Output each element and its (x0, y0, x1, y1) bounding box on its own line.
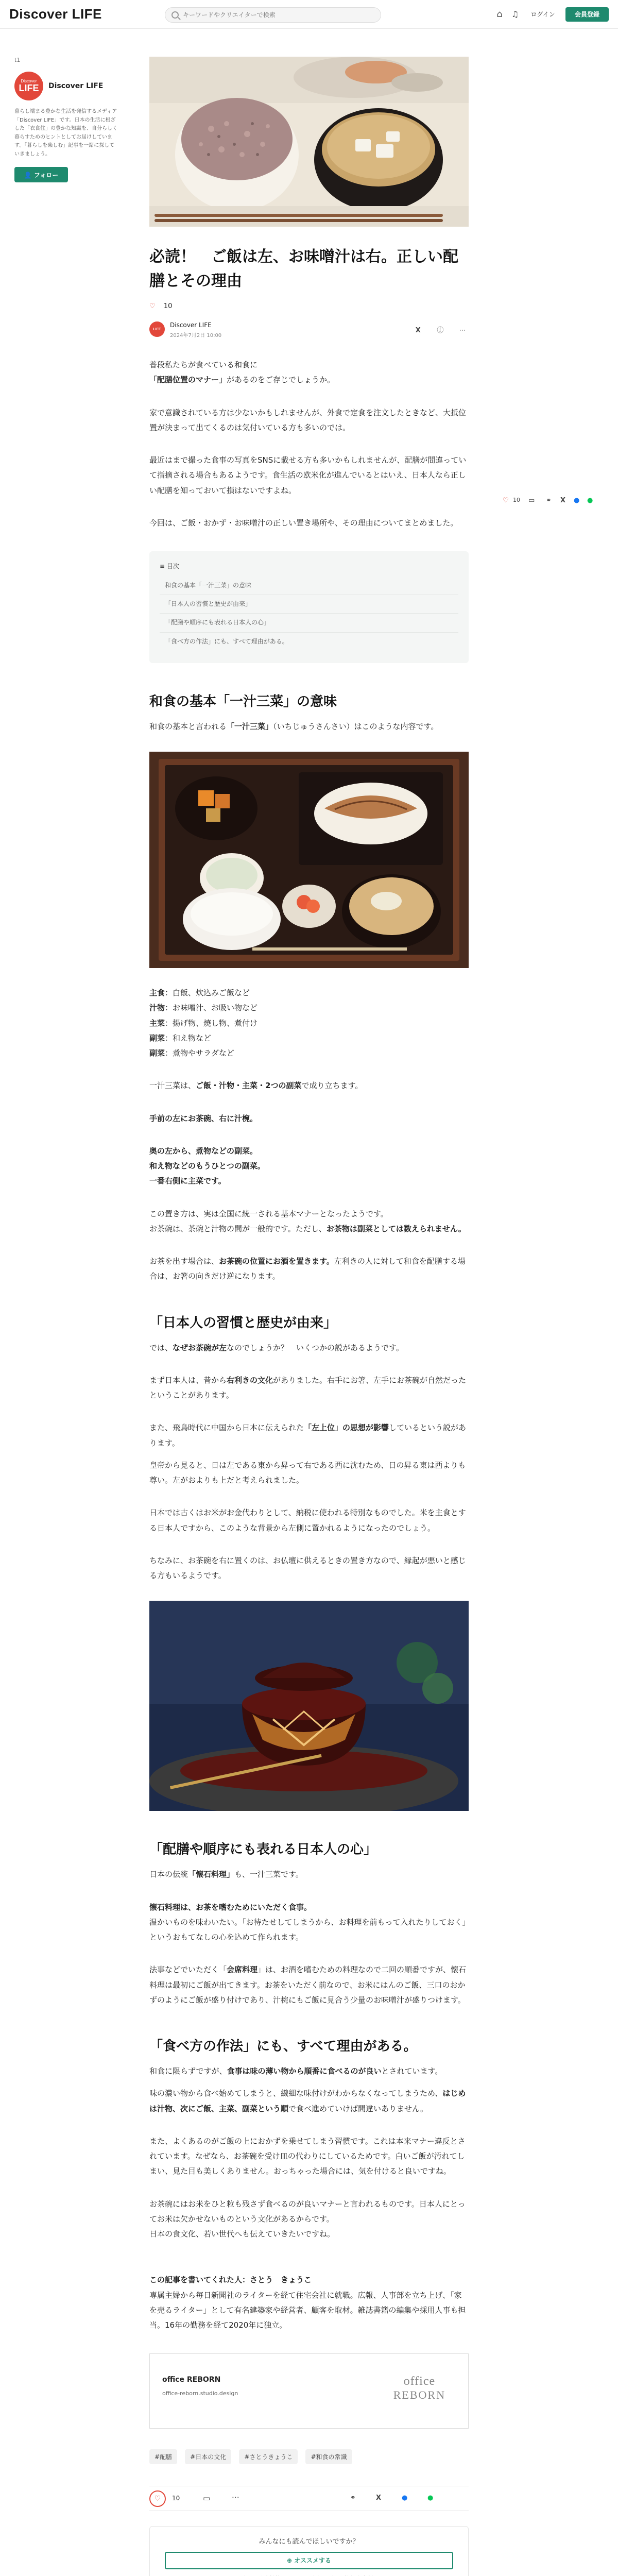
table-of-contents (149, 551, 469, 663)
paragraph: 日本の伝統「懐石料理」も、一汁三菜です。 (149, 1870, 303, 1879)
login-button[interactable]: ログイン (525, 7, 560, 22)
paragraph: では、なぜお茶碗が左なのでしょうか？ いくつかの説があるようです。 (149, 1343, 404, 1352)
toc-item[interactable]: 「配膳や順序にも表れる日本人の心」 (160, 614, 458, 632)
paragraph: 最近はまで撮った食事の写真をSNSに載せる方も多いかもしれませんが、配膳が間違っていて指摘される場合もあるようです。食生活の欧米化が進んでいるとはいえ、日本人なら正しい配膳を知っておいて損はないですよね。 (149, 455, 467, 495)
search-icon (171, 11, 179, 19)
more-icon[interactable]: ⋯ (459, 327, 466, 334)
site-header (0, 0, 618, 29)
heart-icon[interactable]: ♡ (149, 2490, 166, 2507)
bottom-like-count: 10 (172, 2495, 180, 2502)
x-share-icon[interactable]: X (415, 327, 421, 334)
paragraph: 味の濃い物から食べ始めてしまうと、繊細な味付けがわからなくなってしまうため、はじめは汁物、次にご飯、主菜、副菜という順で食べ進めていけば間違いありません。 (149, 2089, 466, 2113)
x-share-icon[interactable]: X (560, 497, 566, 504)
title-like-count: 10 (163, 302, 173, 310)
facebook-icon[interactable]: ⓕ (437, 327, 444, 334)
paragraph: 和食に限らずですが、食事は味の薄い物から順番に食べるのが良いとされています。 (149, 2066, 443, 2076)
heart-icon[interactable]: ♡ (503, 497, 509, 504)
lacquer-bowl-illustration (149, 1601, 469, 1811)
bell-icon[interactable]: ♫ (511, 9, 519, 19)
link-icon[interactable]: ⚭ (546, 497, 552, 504)
bottom-action-bar (149, 2486, 469, 2511)
sidebar-logo[interactable]: Discover LIFE (14, 72, 43, 100)
search-box[interactable] (165, 7, 381, 23)
paragraph: また、飛鳥時代に中国から日本に伝えられた「左上位」の思想が影響しているという説があります。 (149, 1423, 467, 1448)
paragraph: 今回は、ご飯・おかず・お味噌汁の正しい置き場所や、その理由についてまとめました。 (149, 518, 458, 528)
office-logo: office REBORN (393, 2375, 445, 2402)
paragraph: 一汁三菜は、ご飯・汁物・主菜・2つの副菜で成り立ちます。 (149, 1081, 363, 1091)
tag-list (149, 2449, 469, 2464)
toc-item[interactable]: 「日本人の習慣と歴史が由来」 (160, 595, 458, 614)
hero-meal-illustration (149, 57, 469, 227)
tag[interactable]: #和食の常識 (305, 2449, 352, 2464)
recommend-title: みんなにも読んでほしいですか？ (259, 2538, 359, 2546)
search-input[interactable] (183, 10, 373, 20)
tag[interactable]: #日本の文化 (185, 2449, 231, 2464)
office-name: office REBORN (162, 2376, 221, 2384)
lacquer-bowl-photo (149, 1601, 469, 1811)
publish-date: 2024年7月2日 10:00 (170, 333, 222, 338)
tag[interactable]: #配膳 (149, 2449, 177, 2464)
paragraph: 法事などでいただく「会席料理」は、お酒を嗜むための料理なので二回の順番ですが、懐石料理は最初にご飯が出てきます。お茶をいただく前なので、お米にはんのご飯、三口のおかずのようにご飯が盛り付けであり、汁椀にもご飯に見合う少量のお味噌汁が盛りつけます。 (149, 1965, 467, 2005)
facebook-icon[interactable]: ● (574, 497, 580, 504)
comment-icon[interactable]: ▭ (203, 2494, 211, 2503)
menu-list: 主食：白飯、炊込みご飯など 汁物：お味噌汁、お吸い物など 主菜：揚げ物、焼し物、煮付け 副菜：和え物など 副菜：煮物やサラダなど (149, 988, 258, 1058)
article-title: 必読！ ご飯は左、お味噌汁は右。正しい配膳とその理由 (149, 248, 458, 290)
paragraph: 家で意識されている方は少ないかもしれませんが、外食で定食を注文したときなど、大抵位置が決まって出てくるのは気付いている方も多いのでは。 (149, 408, 467, 432)
writer-profile: この記事を書いてくれた人：さとう きょうこ 専属主婦から毎日新聞社のライターを経て住宅会社に就職。広報、人事部を立ち上げ、「家を売るライター」として有名建築家や経営者、顧客を取材。雑誌書籍の編集や採用人事も担当。16年の勤務を経て2020年に独立。 (149, 2275, 466, 2330)
toc-item[interactable]: 和食の基本「一汁三菜」の意味 (160, 577, 458, 595)
office-url[interactable]: office-reborn.studio.design (162, 2390, 238, 2397)
facebook-icon[interactable]: ● (402, 2494, 408, 2502)
title-like-row (149, 302, 469, 310)
paragraph: 和食の基本と言われる「一汁三菜」（いちじゅうさんさい）はこのような内容です。 (149, 721, 439, 731)
section-heading: 和食の基本「一汁三菜」の意味 (149, 693, 337, 709)
more-icon[interactable]: ⋯ (232, 2493, 239, 2502)
article-main (149, 57, 469, 2576)
tag[interactable]: #さとうきょうこ (239, 2449, 298, 2464)
paragraph: 日本では古くはお米がお金代わりとして、納税に使われる特別なものでした。米を主食とする日本人ですから、このような背景から左側に置かれるようになったのでしょう。 (149, 1508, 466, 1533)
sidebar-name[interactable]: Discover LIFE (48, 82, 104, 90)
floating-action-bar (503, 495, 618, 509)
ichiju-sansai-photo (149, 752, 469, 968)
paragraph: 普段私たちが食べている和食に 「配膳位置のマナー」があるのをご存じでしょうか。 (149, 360, 335, 385)
recommend-button[interactable]: ⊕ オススメする (165, 2552, 453, 2569)
float-like-count: 10 (513, 497, 520, 503)
site-logo[interactable]: Discover LIFE (9, 6, 102, 22)
sidebar-follow-button[interactable]: 👤 フォロー (14, 167, 68, 182)
register-button[interactable]: 会員登録 (565, 7, 609, 22)
toc-item[interactable]: 「食べ方の作法」にも、すべて理由がある。 (165, 637, 288, 645)
paragraph: 奥の左から、煮物などの副菜。 和え物などのもうひとつの副菜。 一番右側に主菜です。 (149, 1146, 265, 1186)
paragraph: 懐石料理は、お茶を嗜むためにいただく食事。 温かいものを味わいたい。「お待たせしてしまうから、お料理を前もって入れたりしておく」というおもてなしの心を込めて作られます。 (149, 1902, 467, 1942)
paragraph: 皇帝から見ると、日は左である東から昇って右である西に沈むため、日の昇る東は西よりも尊い。左がおよりも上だと考えられました。 (149, 1460, 466, 1485)
paragraph: ちなみに、お茶碗を右に置くのは、お仏壇に供えるときの置き方なので、縁起が悪いと感じる方もいるようです。 (149, 1555, 466, 1580)
author-row (149, 319, 469, 340)
paragraph: この置き方は、実は全国に統一される基本マナーとなったようです。 お茶碗は、茶碗と汁物の間が一般的です。ただし、お茶物は副菜としては数えられません。 (149, 1209, 466, 1233)
paragraph: 手前の左にお茶碗、右に汁椀。 (149, 1113, 258, 1123)
share-icons (405, 325, 469, 335)
tray-meal-illustration (149, 752, 469, 968)
paragraph: まず日本人は、昔から右利きの文化がありました。右手にお箸、左手にお茶碗が自然だったということがあります。 (149, 1375, 467, 1400)
heart-icon[interactable]: ♡ (149, 302, 156, 310)
office-card[interactable] (149, 2353, 469, 2429)
paragraph: お茶碗にはお米をひと粒も残さず食べるのが良いマナーと言われるものです。日本人にとってお米は欠かせないものという文化があるからです。 日本の食文化、若い世代へも伝えていきたいですね。 (149, 2199, 466, 2239)
section-heading: 「配膳や順序にも表れる日本人の心」 (149, 1842, 377, 1858)
hero-image (149, 57, 469, 227)
section-heading: 「日本人の習慣と歴史が由来」 (149, 1315, 337, 1331)
author-avatar[interactable]: LIFE (149, 321, 165, 337)
line-icon[interactable]: ● (427, 2494, 434, 2502)
paragraph: お茶を出す場合は、お茶碗の位置にお酒を置きます。左利きの人に対して和食を配膳する場合は、お箸の向きだけ逆になります。 (149, 1257, 466, 1281)
recommend-box (149, 2526, 469, 2576)
line-icon[interactable]: ● (587, 497, 593, 504)
section-heading: 「食べ方の作法」にも、すべて理由がある。 (149, 2039, 417, 2054)
toc-heading: ≡ 目次 (160, 563, 179, 570)
author-name[interactable]: Discover LIFE (170, 321, 212, 329)
paragraph: また、よくあるのがご飯の上におかずを乗せてしまう習慣です。これは本来マナー違反とされています。なぜなら、お茶碗を受け皿の代わりにしているためです。白いご飯が汚れてしまい、見た目も美しくありません。おっちゃった場合には、気を付けると良いですね。 (149, 2136, 466, 2176)
sidebar-label: t1 (14, 57, 21, 63)
home-icon[interactable]: ⌂ (496, 9, 503, 20)
sidebar (14, 57, 117, 182)
sidebar-description: 暮らし端まる豊かな生活を発信するメディア「Discover LIFE」です。日本の生活に根ざした「衣食住」の豊かな知識を、自分らしく暮らすためのヒントとしてお届けしています。「暮らしを楽しむ」記事を一緒に探していきましょう。 (14, 109, 117, 157)
x-share-icon[interactable]: X (376, 2494, 382, 2502)
comment-icon[interactable]: ▭ (528, 497, 535, 504)
link-icon[interactable]: ⚭ (350, 2494, 356, 2502)
